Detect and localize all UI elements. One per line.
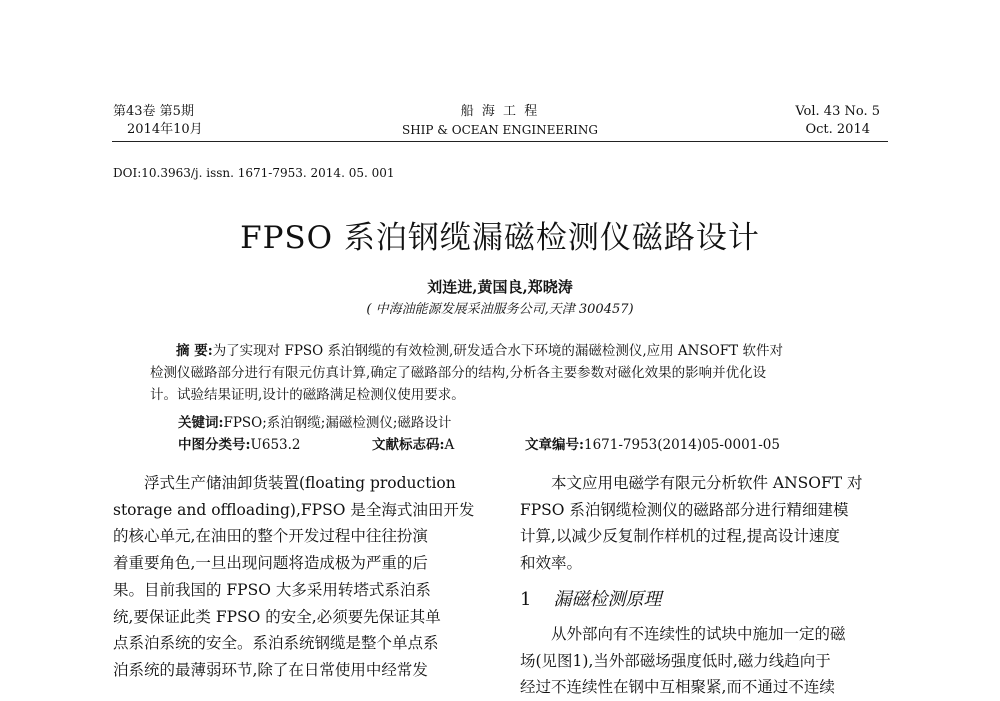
art-value: 1671-7953(2014)05-0001-05 <box>583 437 780 453</box>
affiliation: ( 中海油能源发展采油服务公司,天津 300457) <box>366 302 634 317</box>
body-right-line: 场(见图1),当外部磁场强度低时,磁力线趋向于 <box>520 651 831 670</box>
body-left-line: 泊系统的最薄弱环节,除了在日常使用中经常发 <box>113 660 428 679</box>
journal-title-en: SHIP & OCEAN ENGINEERING <box>401 123 599 137</box>
doc-label: 文献标志码: <box>372 437 445 453</box>
body-left-line: 着重要角色,一旦出现问题将造成极为严重的后 <box>113 554 428 573</box>
body-right-line: 本文应用电磁学有限元分析软件 ANSOFT 对 <box>551 474 863 492</box>
journal-title-cn: 船 海 工 程 <box>460 104 540 119</box>
clc-label: 中图分类号: <box>178 437 251 453</box>
body-right-column <box>520 470 892 577</box>
document-code <box>372 433 454 453</box>
volume-issue-en: Vol. 43 No. 5 <box>795 104 880 119</box>
abstract <box>150 340 870 406</box>
body-right-line: FPSO 系泊钢缆检测仪的磁路部分进行精细建模 <box>520 500 849 519</box>
doc-value: A <box>444 437 455 453</box>
keywords <box>178 411 451 431</box>
volume-issue-cn: 第43卷 第5期 <box>113 104 194 119</box>
keywords-label: 关键词: <box>178 415 224 431</box>
keywords-text: FPSO;系泊钢缆;漏磁检测仪;磁路设计 <box>223 415 452 431</box>
abstract-line-3: 计。试验结果证明,设计的磁路满足检测仪使用要求。 <box>150 387 465 403</box>
date-en: Oct. 2014 <box>805 122 870 137</box>
body-right-column-lower <box>520 621 892 701</box>
section-heading <box>520 585 661 611</box>
authors: 刘连进,黄国良,郑晓涛 <box>427 278 573 296</box>
body-left-line: 的核心单元,在油田的整个开发过程中往往扮演 <box>113 527 428 546</box>
section-number: 1 <box>520 589 532 610</box>
date-cn: 2014年10月 <box>127 122 203 137</box>
doi: DOI:10.3963/j. issn. 1671-7953. 2014. 05. 001 <box>113 166 395 180</box>
article-number <box>525 433 780 453</box>
section-title: 漏磁检测原理 <box>553 589 662 610</box>
body-right-line: 经过不连续性在钢中互相聚紧,而不通过不连续 <box>520 678 835 697</box>
body-right-line: 从外部向有不连续性的试块中施加一定的磁 <box>551 625 846 643</box>
clc-value: U653.2 <box>250 437 301 453</box>
abstract-line-2: 检测仪磁路部分进行有限元仿真计算,确定了磁路部分的结构,分析各主要参数对磁化效果的影响并优化设 <box>150 365 767 381</box>
art-label: 文章编号: <box>525 437 584 453</box>
body-left-column <box>113 470 485 684</box>
body-left-line: 果。目前我国的 FPSO 大多采用转塔式系泊系 <box>113 580 431 599</box>
body-left-line: 统,要保证此类 FPSO 的安全,必须要先保证其单 <box>113 607 441 626</box>
paper-title: FPSO 系泊钢缆漏磁检测仪磁路设计 <box>240 220 760 256</box>
body-right-line: 计算,以减少反复制作样机的过程,提高设计速度 <box>520 527 840 546</box>
abstract-label: 摘 要: <box>176 343 213 359</box>
body-left-line: 点系泊系统的安全。系泊系统钢缆是整个单点系 <box>113 634 439 653</box>
header-rule <box>112 141 888 142</box>
body-left-line: 浮式生产储油卸货装置(floating production <box>144 474 456 492</box>
abstract-line-1: 为了实现对 FPSO 系泊钢缆的有效检测,研发适合水下环境的漏磁检测仪,应用 ANSOFT 软件对 <box>212 343 783 359</box>
clc-number <box>178 433 301 453</box>
body-left-line: storage and offloading),FPSO 是全海式油田开发 <box>113 500 475 519</box>
body-right-line: 和效率。 <box>520 554 583 573</box>
